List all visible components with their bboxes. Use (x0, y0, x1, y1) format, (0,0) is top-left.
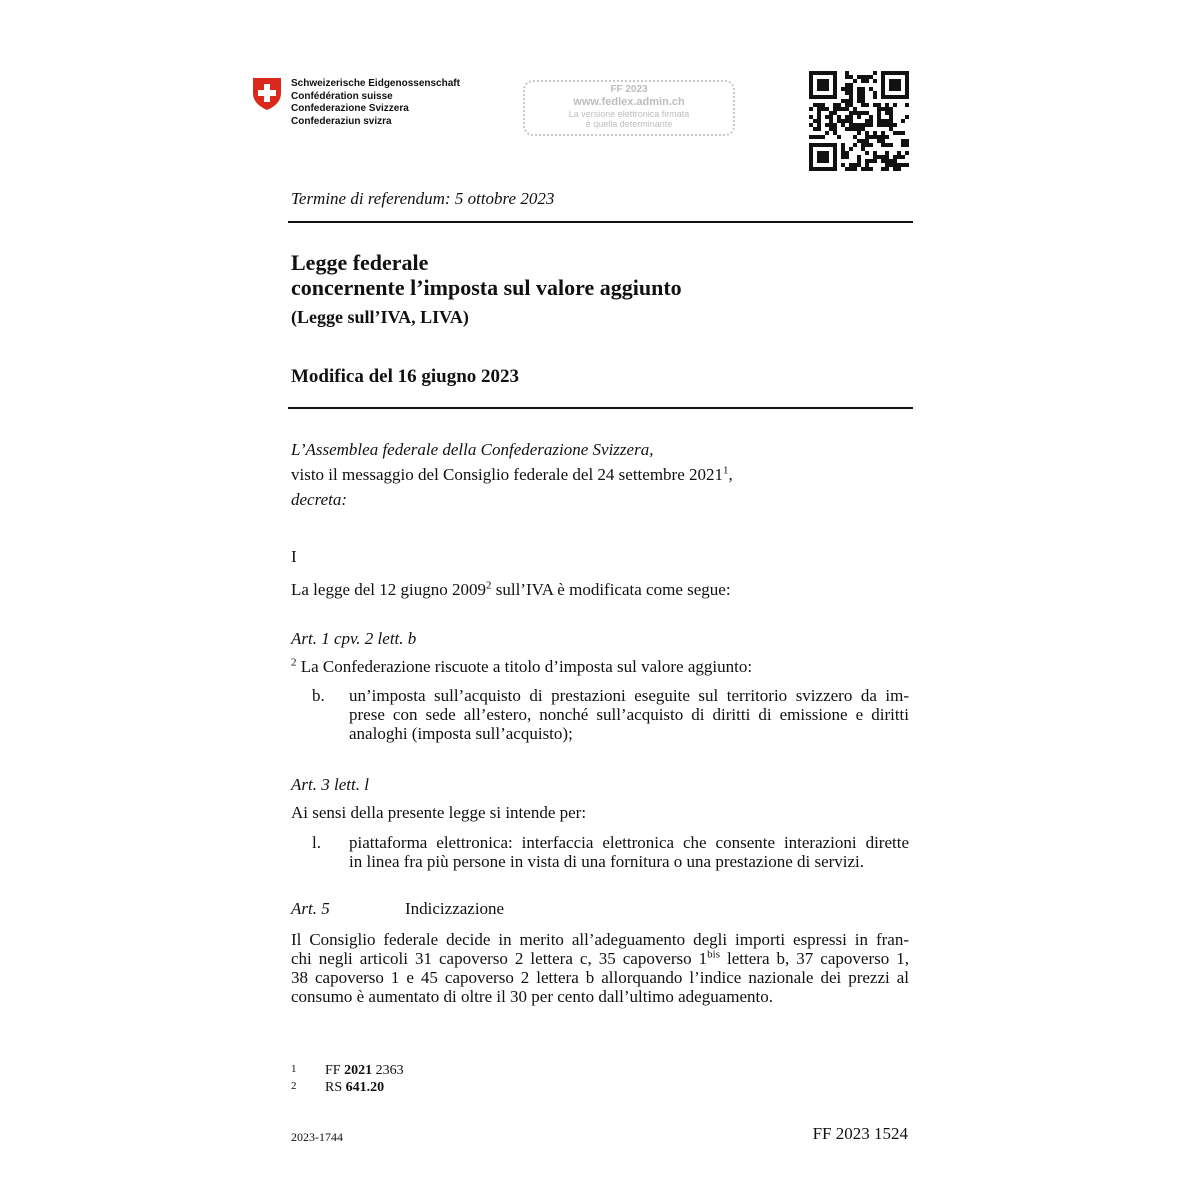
law-title-line-1: Legge federale (291, 250, 429, 275)
stamp-line-3: La versione elettronica firmata (568, 109, 690, 119)
footnote-1-pre: FF (325, 1063, 345, 1078)
art1-para-number: 2 (291, 656, 297, 669)
federal-gazette-reference: FF 2023 1524 (812, 1124, 908, 1143)
preamble-assembly: L’Assemblea federale della Confederazione Svizzera, (291, 440, 654, 459)
art5-line-2b: lettera b, 37 capoverso 1, (720, 949, 909, 968)
referendum-deadline: Termine di referendum: 5 ottobre 2023 (291, 189, 555, 208)
footnote-1-bold: 2021 (344, 1063, 373, 1078)
art3-letter-text (349, 833, 909, 871)
preamble-visto (291, 465, 733, 484)
confederation-it: Confederazione Svizzera (291, 103, 409, 114)
art1-letter: b. (312, 686, 325, 705)
footnote-1 (291, 1063, 404, 1079)
art5-line-4: consumo è aumentato di oltre il 30 per cento dall’ultimo adeguamento. (291, 987, 774, 1006)
section-intro-b: sull’IVA è modificata come segue: (491, 580, 731, 599)
law-title (291, 250, 682, 300)
confederation-rm: Confederaziun svizra (291, 115, 392, 127)
footnote-2 (291, 1080, 384, 1096)
art1-line-2: prese con sede all’estero, nonché sull’acquisto di diritti di emissione e diritti (349, 705, 909, 724)
art5-line-2-sup: bis (707, 948, 721, 961)
art3-line-1: piattaforma elettronica: interfaccia elettronica che consente interazioni dirette (349, 833, 909, 852)
art1-line-1: un’imposta sull’acquisto di prestazioni eseguite sul territorio svizzero da im- (349, 686, 909, 705)
section-numeral: I (291, 547, 297, 566)
confederation-names (291, 78, 460, 128)
art3-line-2: in linea fra più persone in vista di una fornitura o una prestazione di servizi. (349, 852, 865, 871)
art3-letter: l. (312, 833, 321, 852)
art5-line-2a: chi negli articoli 31 capoverso 2 lettera c, 35 capoverso 1 (291, 949, 708, 968)
divider-top (288, 221, 913, 223)
stamp-line-1: FF 2023 (610, 84, 648, 95)
preamble-decreta: decreta: (291, 490, 348, 509)
amendment-date: Modifica del 16 giugno 2023 (291, 366, 520, 387)
stamp-line-2: www.fedlex.admin.ch (573, 96, 685, 108)
art1-letter-text (349, 686, 909, 743)
footnote-1-post: 2363 (372, 1063, 404, 1078)
art5-paragraph (291, 930, 909, 1006)
confederation-de: Schweizerische Eidgenossenschaft (291, 78, 460, 89)
preamble-visto-text: visto il messaggio del Consiglio federale del 24 settembre 2021 (291, 465, 723, 484)
footnote-ref-2[interactable]: 2 (486, 579, 492, 592)
law-title-line-2: concernente l’imposta sul valore aggiunto (291, 275, 682, 300)
preamble-visto-end: , (728, 465, 733, 484)
stamp-line-4: è quella determinante (585, 119, 673, 129)
divider-bottom (288, 407, 913, 409)
qr-code-icon (809, 71, 909, 171)
art1-heading: Art. 1 cpv. 2 lett. b (291, 629, 417, 648)
art3-intro: Ai sensi della presente legge si intende per: (291, 803, 587, 822)
art5-line-3: 38 capoverso 1 e 45 capoverso 2 lettera b allorquando l’indice nazionale dei prezzi al (291, 968, 909, 987)
art5-line-2 (291, 949, 909, 968)
art1-line-3: analoghi (imposta sull’acquisto); (349, 724, 573, 743)
art5-heading: Art. 5 (291, 899, 330, 918)
swiss-crest-icon (252, 77, 282, 111)
section-intro (291, 580, 731, 599)
electronic-version-stamp (523, 80, 735, 136)
footnote-1-number: 1 (291, 1063, 297, 1075)
art1-paragraph (291, 657, 752, 676)
document-id: 2023-1744 (291, 1130, 343, 1144)
confederation-fr: Confédération suisse (291, 90, 393, 102)
law-short-title: (Legge sull’IVA, LIVA) (291, 307, 469, 327)
section-intro-a: La legge del 12 giugno 2009 (291, 580, 486, 599)
art3-heading: Art. 3 lett. l (291, 775, 369, 794)
footnote-ref-1[interactable]: 1 (723, 464, 729, 477)
art1-para-text: La Confederazione riscuote a titolo d’imposta sul valore aggiunto: (296, 657, 753, 676)
art5-line-1: Il Consiglio federale decide in merito all’adeguamento degli importi espressi in fran- (291, 930, 909, 949)
footnote-2-number: 2 (291, 1080, 297, 1092)
art5-title: Indicizzazione (405, 899, 505, 918)
footnote-2-pre: RS (325, 1080, 346, 1095)
footnote-2-bold: 641.20 (345, 1080, 385, 1095)
